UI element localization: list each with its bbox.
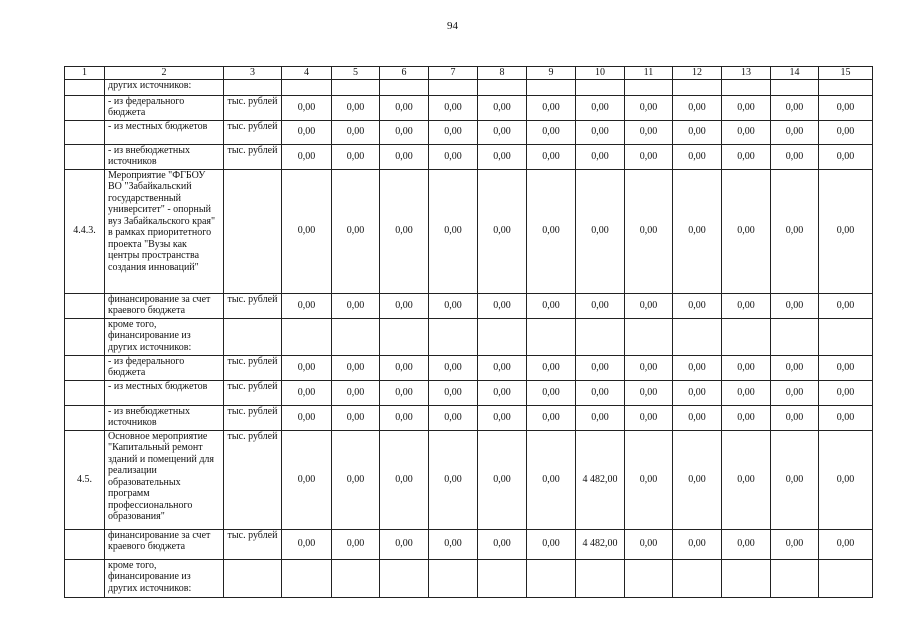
value-cell: 0,00 xyxy=(478,430,527,529)
description-cell: - из федерального бюджета xyxy=(105,355,224,380)
value-cell: 0,00 xyxy=(819,529,873,559)
value-cell xyxy=(673,559,722,597)
value-cell xyxy=(819,318,873,355)
value-cell xyxy=(282,318,332,355)
row-index-cell xyxy=(65,144,105,169)
value-cell: 0,00 xyxy=(625,380,673,405)
value-cell: 0,00 xyxy=(722,169,771,293)
row-index-cell: 4.5. xyxy=(65,430,105,529)
row-index-cell: 4.4.3. xyxy=(65,169,105,293)
value-cell: 0,00 xyxy=(527,405,576,430)
value-cell: 0,00 xyxy=(673,529,722,559)
column-number-header: 11 xyxy=(625,67,673,80)
unit-cell: тыс. рублей xyxy=(224,405,282,430)
value-cell xyxy=(332,318,380,355)
value-cell: 0,00 xyxy=(478,144,527,169)
table-row xyxy=(65,559,873,597)
unit-cell: тыс. рублей xyxy=(224,529,282,559)
description-cell: - из внебюджетных источников xyxy=(105,144,224,169)
value-cell xyxy=(282,79,332,95)
unit-cell: тыс. рублей xyxy=(224,430,282,529)
value-cell: 0,00 xyxy=(527,144,576,169)
table-row xyxy=(65,380,873,405)
table-row xyxy=(65,430,873,529)
table-row xyxy=(65,169,873,293)
value-cell: 0,00 xyxy=(722,144,771,169)
value-cell: 0,00 xyxy=(625,95,673,120)
column-number-header: 13 xyxy=(722,67,771,80)
value-cell: 0,00 xyxy=(771,144,819,169)
value-cell: 0,00 xyxy=(625,405,673,430)
value-cell: 0,00 xyxy=(380,529,429,559)
value-cell: 0,00 xyxy=(819,120,873,144)
value-cell: 0,00 xyxy=(576,120,625,144)
value-cell: 0,00 xyxy=(722,355,771,380)
value-cell: 0,00 xyxy=(722,95,771,120)
value-cell: 0,00 xyxy=(380,405,429,430)
value-cell: 0,00 xyxy=(429,355,478,380)
value-cell: 0,00 xyxy=(429,529,478,559)
value-cell: 0,00 xyxy=(722,529,771,559)
table-row xyxy=(65,405,873,430)
value-cell xyxy=(576,318,625,355)
value-cell: 0,00 xyxy=(478,405,527,430)
description-cell: финансирование за счет краевого бюджета xyxy=(105,293,224,318)
row-index-cell xyxy=(65,318,105,355)
column-number-header: 12 xyxy=(673,67,722,80)
value-cell xyxy=(722,79,771,95)
value-cell: 0,00 xyxy=(429,144,478,169)
column-number-header: 9 xyxy=(527,67,576,80)
value-cell: 0,00 xyxy=(527,120,576,144)
table-row xyxy=(65,95,873,120)
value-cell: 0,00 xyxy=(380,293,429,318)
value-cell xyxy=(819,559,873,597)
column-number-header: 6 xyxy=(380,67,429,80)
value-cell: 0,00 xyxy=(478,293,527,318)
value-cell: 0,00 xyxy=(478,380,527,405)
value-cell: 0,00 xyxy=(673,405,722,430)
value-cell: 0,00 xyxy=(429,120,478,144)
value-cell xyxy=(673,79,722,95)
value-cell: 0,00 xyxy=(673,95,722,120)
value-cell: 0,00 xyxy=(527,293,576,318)
value-cell: 0,00 xyxy=(282,380,332,405)
value-cell: 0,00 xyxy=(771,355,819,380)
value-cell xyxy=(625,79,673,95)
description-cell: - из внебюджетных источников xyxy=(105,405,224,430)
table-row xyxy=(65,355,873,380)
row-index-cell xyxy=(65,529,105,559)
description-cell: кроме того, финансирование из других источников: xyxy=(105,318,224,355)
unit-cell xyxy=(224,559,282,597)
value-cell: 0,00 xyxy=(332,529,380,559)
value-cell: 0,00 xyxy=(380,430,429,529)
value-cell xyxy=(625,318,673,355)
value-cell: 0,00 xyxy=(282,430,332,529)
value-cell: 0,00 xyxy=(380,120,429,144)
description-cell: - из местных бюджетов xyxy=(105,120,224,144)
value-cell: 0,00 xyxy=(282,95,332,120)
value-cell: 0,00 xyxy=(380,95,429,120)
description-cell: финансирование за счет краевого бюджета xyxy=(105,529,224,559)
value-cell xyxy=(771,559,819,597)
value-cell: 0,00 xyxy=(673,120,722,144)
unit-cell xyxy=(224,318,282,355)
column-number-header: 15 xyxy=(819,67,873,80)
value-cell xyxy=(478,559,527,597)
column-number-header: 1 xyxy=(65,67,105,80)
unit-cell xyxy=(224,79,282,95)
value-cell: 0,00 xyxy=(625,430,673,529)
description-cell: Основное мероприятие "Капитальный ремонт зданий и помещений для реализации образовательных программ профессионального образования" xyxy=(105,430,224,529)
column-number-header: 4 xyxy=(282,67,332,80)
value-cell: 0,00 xyxy=(673,380,722,405)
value-cell: 0,00 xyxy=(771,405,819,430)
column-number-header: 7 xyxy=(429,67,478,80)
value-cell: 0,00 xyxy=(771,169,819,293)
value-cell: 0,00 xyxy=(625,144,673,169)
table-row xyxy=(65,120,873,144)
value-cell: 0,00 xyxy=(625,120,673,144)
value-cell xyxy=(332,559,380,597)
value-cell: 0,00 xyxy=(722,120,771,144)
value-cell: 0,00 xyxy=(332,380,380,405)
value-cell: 0,00 xyxy=(478,355,527,380)
value-cell xyxy=(380,318,429,355)
value-cell xyxy=(625,559,673,597)
value-cell xyxy=(722,318,771,355)
value-cell: 0,00 xyxy=(625,293,673,318)
description-cell: кроме того, финансирование из других источников: xyxy=(105,559,224,597)
value-cell: 4 482,00 xyxy=(576,430,625,529)
value-cell: 0,00 xyxy=(673,169,722,293)
value-cell: 0,00 xyxy=(380,355,429,380)
value-cell: 0,00 xyxy=(332,120,380,144)
value-cell: 0,00 xyxy=(771,430,819,529)
value-cell xyxy=(771,79,819,95)
value-cell: 0,00 xyxy=(673,355,722,380)
value-cell xyxy=(576,559,625,597)
value-cell: 0,00 xyxy=(819,355,873,380)
value-cell: 0,00 xyxy=(282,293,332,318)
unit-cell: тыс. рублей xyxy=(224,144,282,169)
value-cell xyxy=(771,318,819,355)
description-cell: Мероприятие "ФГБОУ ВО "Забайкальский государственный университет" - опорный вуз Забайкальского края" в рамках приоритетного проекта "Вузы как центры пространства создания инноваций" xyxy=(105,169,224,293)
value-cell: 0,00 xyxy=(576,144,625,169)
column-number-header: 10 xyxy=(576,67,625,80)
value-cell: 0,00 xyxy=(771,95,819,120)
value-cell: 0,00 xyxy=(282,169,332,293)
value-cell: 0,00 xyxy=(819,405,873,430)
value-cell: 0,00 xyxy=(722,293,771,318)
row-index-cell xyxy=(65,79,105,95)
value-cell: 0,00 xyxy=(478,169,527,293)
value-cell: 0,00 xyxy=(771,120,819,144)
unit-cell: тыс. рублей xyxy=(224,95,282,120)
page-number: 94 xyxy=(447,20,458,32)
value-cell: 0,00 xyxy=(576,95,625,120)
unit-cell: тыс. рублей xyxy=(224,355,282,380)
value-cell: 0,00 xyxy=(429,293,478,318)
table-row xyxy=(65,144,873,169)
value-cell: 0,00 xyxy=(332,169,380,293)
value-cell: 4 482,00 xyxy=(576,529,625,559)
value-cell: 0,00 xyxy=(771,293,819,318)
value-cell: 0,00 xyxy=(819,144,873,169)
value-cell: 0,00 xyxy=(380,144,429,169)
value-cell xyxy=(429,318,478,355)
value-cell xyxy=(527,79,576,95)
value-cell: 0,00 xyxy=(282,120,332,144)
budget-table xyxy=(64,66,873,598)
value-cell: 0,00 xyxy=(576,293,625,318)
value-cell: 0,00 xyxy=(771,380,819,405)
value-cell: 0,00 xyxy=(819,95,873,120)
row-index-cell xyxy=(65,380,105,405)
value-cell: 0,00 xyxy=(332,293,380,318)
value-cell xyxy=(527,559,576,597)
value-cell: 0,00 xyxy=(722,405,771,430)
value-cell: 0,00 xyxy=(771,529,819,559)
value-cell: 0,00 xyxy=(332,355,380,380)
value-cell xyxy=(332,79,380,95)
value-cell: 0,00 xyxy=(625,529,673,559)
value-cell: 0,00 xyxy=(380,169,429,293)
row-index-cell xyxy=(65,293,105,318)
row-index-cell xyxy=(65,95,105,120)
value-cell: 0,00 xyxy=(527,95,576,120)
row-index-cell xyxy=(65,120,105,144)
value-cell: 0,00 xyxy=(819,380,873,405)
value-cell: 0,00 xyxy=(722,380,771,405)
value-cell: 0,00 xyxy=(673,430,722,529)
value-cell xyxy=(429,559,478,597)
unit-cell: тыс. рублей xyxy=(224,293,282,318)
value-cell: 0,00 xyxy=(819,430,873,529)
table-row xyxy=(65,318,873,355)
row-index-cell xyxy=(65,405,105,430)
value-cell: 0,00 xyxy=(625,355,673,380)
value-cell: 0,00 xyxy=(576,169,625,293)
value-cell: 0,00 xyxy=(332,144,380,169)
value-cell: 0,00 xyxy=(478,529,527,559)
description-cell: других источников: xyxy=(105,79,224,95)
value-cell xyxy=(527,318,576,355)
value-cell xyxy=(380,559,429,597)
table-body xyxy=(65,67,873,598)
value-cell xyxy=(673,318,722,355)
value-cell: 0,00 xyxy=(819,169,873,293)
value-cell: 0,00 xyxy=(332,95,380,120)
column-number-header: 5 xyxy=(332,67,380,80)
value-cell: 0,00 xyxy=(332,430,380,529)
value-cell xyxy=(282,559,332,597)
value-cell: 0,00 xyxy=(478,120,527,144)
column-number-header: 2 xyxy=(105,67,224,80)
value-cell: 0,00 xyxy=(576,355,625,380)
value-cell: 0,00 xyxy=(673,144,722,169)
value-cell: 0,00 xyxy=(282,405,332,430)
table-row xyxy=(65,293,873,318)
value-cell xyxy=(429,79,478,95)
value-cell: 0,00 xyxy=(527,355,576,380)
value-cell: 0,00 xyxy=(429,380,478,405)
column-number-header: 8 xyxy=(478,67,527,80)
value-cell: 0,00 xyxy=(429,169,478,293)
value-cell: 0,00 xyxy=(478,95,527,120)
value-cell: 0,00 xyxy=(819,293,873,318)
value-cell: 0,00 xyxy=(282,355,332,380)
value-cell: 0,00 xyxy=(527,380,576,405)
unit-cell: тыс. рублей xyxy=(224,120,282,144)
value-cell: 0,00 xyxy=(429,430,478,529)
value-cell xyxy=(478,318,527,355)
table-row xyxy=(65,79,873,95)
value-cell: 0,00 xyxy=(527,430,576,529)
description-cell: - из федерального бюджета xyxy=(105,95,224,120)
value-cell: 0,00 xyxy=(673,293,722,318)
value-cell xyxy=(380,79,429,95)
value-cell: 0,00 xyxy=(625,169,673,293)
row-index-cell xyxy=(65,355,105,380)
value-cell: 0,00 xyxy=(527,529,576,559)
row-index-cell xyxy=(65,559,105,597)
value-cell xyxy=(722,559,771,597)
value-cell xyxy=(478,79,527,95)
column-number-header: 3 xyxy=(224,67,282,80)
value-cell: 0,00 xyxy=(332,405,380,430)
unit-cell: тыс. рублей xyxy=(224,380,282,405)
value-cell: 0,00 xyxy=(282,529,332,559)
value-cell: 0,00 xyxy=(429,95,478,120)
value-cell: 0,00 xyxy=(576,380,625,405)
value-cell xyxy=(819,79,873,95)
value-cell: 0,00 xyxy=(527,169,576,293)
description-cell: - из местных бюджетов xyxy=(105,380,224,405)
value-cell: 0,00 xyxy=(282,144,332,169)
table-row xyxy=(65,529,873,559)
column-number-row xyxy=(65,67,873,80)
value-cell xyxy=(576,79,625,95)
value-cell: 0,00 xyxy=(429,405,478,430)
value-cell: 0,00 xyxy=(722,430,771,529)
column-number-header: 14 xyxy=(771,67,819,80)
unit-cell xyxy=(224,169,282,293)
value-cell: 0,00 xyxy=(380,380,429,405)
value-cell: 0,00 xyxy=(576,405,625,430)
